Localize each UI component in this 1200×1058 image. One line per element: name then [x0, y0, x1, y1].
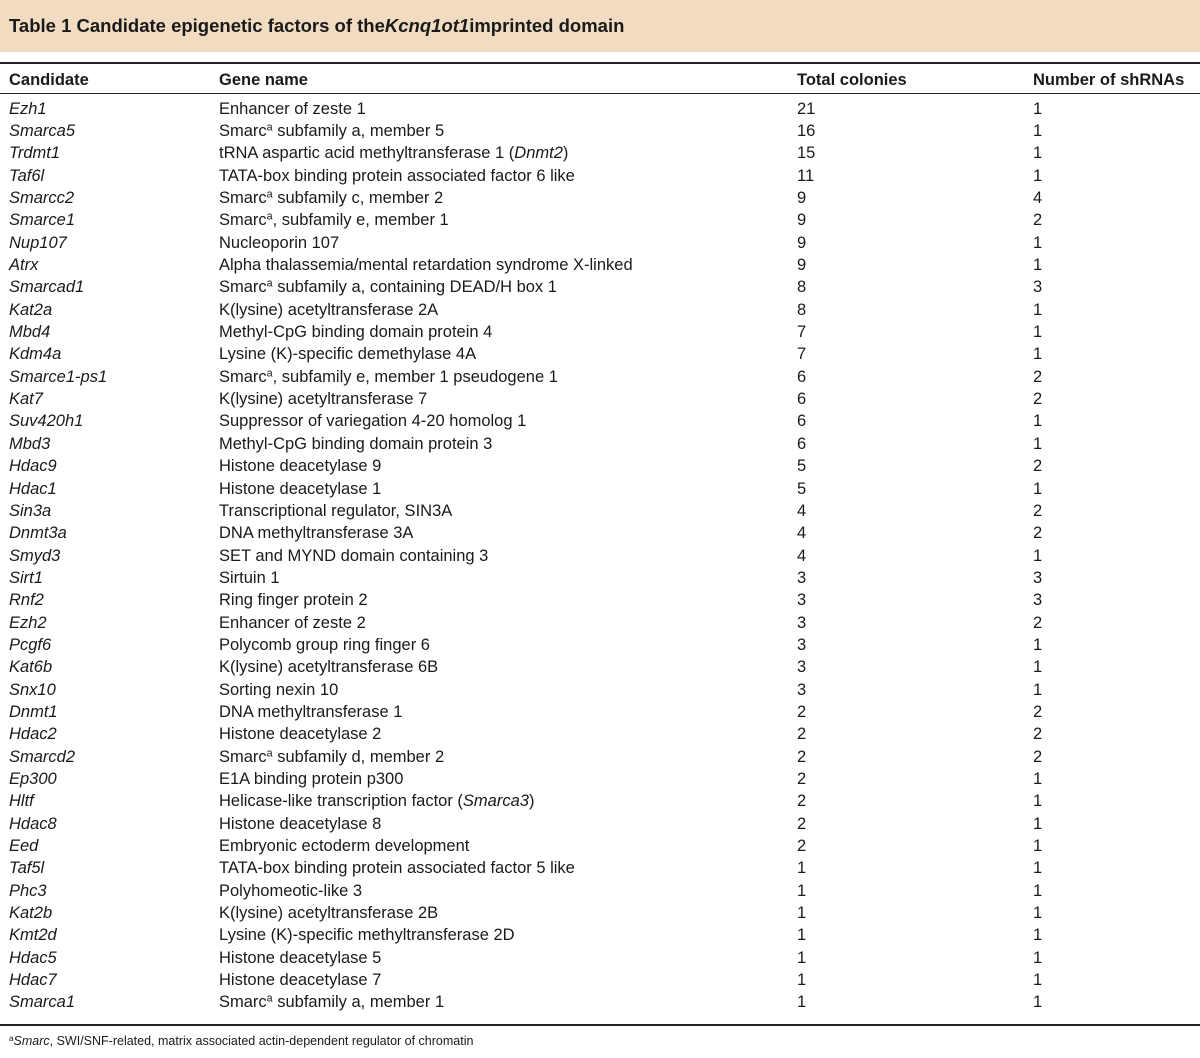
candidate-cell: Smarca5 [9, 122, 76, 141]
total-colonies-cell: 5 [797, 457, 807, 476]
total-colonies-cell: 16 [797, 122, 816, 141]
total-colonies-cell: 5 [797, 479, 807, 498]
total-colonies-cell: 21 [797, 99, 816, 118]
gene-name-part: a [266, 211, 273, 224]
footnote-marker: a [9, 1033, 14, 1043]
candidate-cell: Taf6l [9, 166, 45, 185]
candidate-cell: Trdmt1 [9, 144, 61, 163]
table-row [0, 791, 1200, 813]
table-caption [0, 0, 1200, 52]
candidate-cell: Ezh1 [9, 99, 47, 118]
candidate-cell: Kmt2d [9, 926, 57, 945]
table-row [0, 925, 1200, 947]
table-row [0, 94, 1200, 120]
total-colonies-cell: 6 [797, 367, 807, 386]
table-row [0, 366, 1200, 388]
candidate-cell: Sin3a [9, 501, 52, 520]
footnote [9, 1034, 473, 1048]
gene-name-part: Smarc [219, 122, 267, 141]
table-body [0, 94, 1200, 1014]
candidate-cell: Smarca1 [9, 993, 76, 1012]
gene-name-cell: K(lysine) acetyltransferase 2A [219, 300, 439, 319]
candidate-cell: Ezh2 [9, 613, 47, 632]
table-row [0, 143, 1200, 165]
number-of-shrnas-cell: 1 [1033, 971, 1043, 990]
candidate-cell: Kat2a [9, 300, 53, 319]
total-colonies-cell: 2 [797, 725, 807, 744]
number-of-shrnas-cell: 2 [1033, 524, 1043, 543]
gene-name-cell: Methyl-CpG binding domain protein 3 [219, 434, 493, 453]
gene-name-cell: Enhancer of zeste 1 [219, 99, 366, 118]
gene-name-cell [219, 277, 797, 299]
bottom-rule [0, 1024, 1200, 1026]
gene-name-cell: Enhancer of zeste 2 [219, 613, 366, 632]
gene-name-cell: Polyhomeotic-like 3 [219, 881, 363, 900]
gene-name-cell: DNA methyltransferase 1 [219, 702, 403, 721]
gene-name-cell: Histone deacetylase 5 [219, 948, 382, 967]
number-of-shrnas-cell: 1 [1033, 166, 1043, 185]
candidate-cell: Eed [9, 837, 39, 856]
gene-name-part: Smarc [219, 211, 267, 230]
total-colonies-cell: 8 [797, 278, 807, 297]
total-colonies-cell: 1 [797, 859, 807, 878]
table-row [0, 612, 1200, 634]
number-of-shrnas-cell: 2 [1033, 390, 1043, 409]
table-row [0, 523, 1200, 545]
total-colonies-cell: 11 [797, 166, 815, 185]
total-colonies-cell: 1 [797, 948, 807, 967]
gene-name-part: , subfamily e, member 1 pseudogene 1 [272, 367, 558, 386]
table-row [0, 545, 1200, 567]
table-row [0, 187, 1200, 209]
gene-name-cell [219, 120, 797, 142]
gene-name-part: Smarc [219, 367, 267, 386]
table-row [0, 969, 1200, 991]
header-total-colonies: Total colonies [797, 70, 907, 89]
total-colonies-cell: 1 [797, 926, 807, 945]
candidate-cell: Kat7 [9, 390, 43, 409]
caption-gene: Kcnq1ot1 [384, 15, 470, 36]
number-of-shrnas-cell: 1 [1033, 635, 1043, 654]
gene-name-cell: TATA-box binding protein associated factor 6 like [219, 166, 575, 185]
total-colonies-cell: 7 [797, 345, 807, 364]
candidate-cell: Hdac9 [9, 457, 57, 476]
table-row [0, 277, 1200, 299]
candidate-cell: Dnmt1 [9, 702, 58, 721]
candidate-cell: Nup107 [9, 233, 67, 252]
table-row [0, 813, 1200, 835]
gene-name-part: subfamily a, member 5 [272, 122, 445, 141]
gene-name-part: a [266, 278, 273, 291]
candidate-cell: Smarcd2 [9, 747, 76, 766]
total-colonies-cell: 3 [797, 635, 807, 654]
table-row [0, 210, 1200, 232]
number-of-shrnas-cell: 1 [1033, 144, 1043, 163]
gene-name-cell: Sirtuin 1 [219, 568, 280, 587]
total-colonies-cell: 6 [797, 434, 807, 453]
gene-name-cell: Embryonic ectoderm development [219, 837, 470, 856]
number-of-shrnas-cell: 1 [1033, 904, 1043, 923]
total-colonies-cell: 3 [797, 591, 807, 610]
number-of-shrnas-cell: 3 [1033, 278, 1043, 297]
number-of-shrnas-cell: 1 [1033, 926, 1043, 945]
candidate-cell: Hdac7 [9, 971, 57, 990]
gene-name-part: ) [528, 792, 535, 811]
candidate-cell: Smarce1 [9, 211, 76, 230]
number-of-shrnas-cell: 2 [1033, 725, 1043, 744]
number-of-shrnas-cell: 1 [1033, 769, 1043, 788]
gene-name-part: subfamily a, containing DEAD/H box 1 [272, 278, 557, 297]
gene-name-cell [219, 187, 797, 209]
gene-name-part: subfamily d, member 2 [272, 747, 445, 766]
table-row [0, 724, 1200, 746]
total-colonies-cell: 1 [797, 993, 807, 1012]
caption-suffix: imprinted domain [469, 15, 625, 36]
total-colonies-cell: 6 [797, 412, 807, 431]
table-row [0, 657, 1200, 679]
table-row [0, 254, 1200, 276]
table-row [0, 947, 1200, 969]
table-row [0, 232, 1200, 254]
gene-name-cell: Transcriptional regulator, SIN3A [219, 501, 453, 520]
total-colonies-cell: 4 [797, 546, 807, 565]
gene-name-part: Smarc [219, 993, 267, 1012]
gene-name-part: Smarca3 [462, 792, 529, 811]
gene-name-cell: Suppressor of variegation 4-20 homolog 1 [219, 412, 527, 431]
gene-name-part: a [266, 188, 273, 201]
table-row [0, 500, 1200, 522]
gene-name-cell [219, 210, 797, 232]
total-colonies-cell: 3 [797, 613, 807, 632]
candidate-cell: Kdm4a [9, 345, 62, 364]
table-row [0, 701, 1200, 723]
number-of-shrnas-cell: 2 [1033, 211, 1043, 230]
gene-name-cell: Lysine (K)-specific methyltransferase 2D [219, 926, 515, 945]
total-colonies-cell: 3 [797, 568, 807, 587]
number-of-shrnas-cell: 1 [1033, 434, 1043, 453]
candidate-cell: Sirt1 [9, 568, 43, 587]
number-of-shrnas-cell: 1 [1033, 680, 1043, 699]
header-gene-name: Gene name [219, 70, 308, 89]
gene-name-part: Smarc [219, 278, 267, 297]
candidate-cell: Hdac2 [9, 725, 57, 744]
candidate-cell: Mbd3 [9, 434, 51, 453]
candidate-cell: Hdac8 [9, 814, 57, 833]
number-of-shrnas-cell: 1 [1033, 233, 1043, 252]
gene-name-cell: Histone deacetylase 8 [219, 814, 382, 833]
candidate-cell: Hdac5 [9, 948, 57, 967]
table-row [0, 835, 1200, 857]
gene-name-cell [219, 143, 797, 165]
number-of-shrnas-cell: 1 [1033, 814, 1043, 833]
table-row [0, 299, 1200, 321]
total-colonies-cell: 8 [797, 300, 807, 319]
number-of-shrnas-cell: 1 [1033, 412, 1043, 431]
table-row [0, 165, 1200, 187]
total-colonies-cell: 7 [797, 323, 807, 342]
number-of-shrnas-cell: 3 [1033, 568, 1043, 587]
total-colonies-cell: 4 [797, 501, 807, 520]
total-colonies-cell: 3 [797, 680, 807, 699]
table-row [0, 768, 1200, 790]
gene-name-part: subfamily a, member 1 [272, 993, 445, 1012]
number-of-shrnas-cell: 1 [1033, 99, 1043, 118]
gene-name-part: tRNA aspartic acid methyltransferase 1 ( [219, 144, 515, 163]
candidate-cell: Hdac1 [9, 479, 57, 498]
header-candidate: Candidate [9, 70, 89, 89]
gene-name-cell: Histone deacetylase 2 [219, 725, 382, 744]
table-row [0, 679, 1200, 701]
candidate-cell: Mbd4 [9, 323, 51, 342]
gene-name-part: Helicase-like transcription factor ( [219, 792, 463, 811]
number-of-shrnas-cell: 2 [1033, 747, 1043, 766]
number-of-shrnas-cell: 1 [1033, 256, 1043, 275]
number-of-shrnas-cell: 1 [1033, 345, 1043, 364]
number-of-shrnas-cell: 1 [1033, 300, 1043, 319]
gene-name-cell [219, 992, 797, 1014]
table-row [0, 411, 1200, 433]
number-of-shrnas-cell: 1 [1033, 546, 1043, 565]
gene-name-cell [219, 791, 797, 813]
number-of-shrnas-cell: 1 [1033, 323, 1043, 342]
caption-prefix: Table 1 Candidate epigenetic factors of the [9, 15, 385, 36]
candidate-cell: Smarcad1 [9, 278, 85, 297]
table-row [0, 902, 1200, 924]
total-colonies-cell: 1 [797, 971, 807, 990]
gene-name-part: a [266, 993, 273, 1006]
total-colonies-cell: 1 [797, 904, 807, 923]
gene-name-cell [219, 366, 797, 388]
total-colonies-cell: 2 [797, 747, 807, 766]
gene-name-cell: Lysine (K)-specific demethylase 4A [219, 345, 477, 364]
candidate-cell: Smarce1-ps1 [9, 367, 108, 386]
gene-name-cell: K(lysine) acetyltransferase 6B [219, 658, 439, 677]
number-of-shrnas-cell: 2 [1033, 457, 1043, 476]
table-row [0, 321, 1200, 343]
number-of-shrnas-cell: 1 [1033, 859, 1043, 878]
total-colonies-cell: 15 [797, 144, 816, 163]
total-colonies-cell: 6 [797, 390, 807, 409]
gene-name-cell: K(lysine) acetyltransferase 2B [219, 904, 439, 923]
number-of-shrnas-cell: 1 [1033, 837, 1043, 856]
table-row [0, 120, 1200, 142]
gene-name-cell: Sorting nexin 10 [219, 680, 339, 699]
gene-name-cell: SET and MYND domain containing 3 [219, 546, 489, 565]
candidate-table [0, 64, 1200, 1014]
gene-name-cell: Histone deacetylase 9 [219, 457, 382, 476]
number-of-shrnas-cell: 4 [1033, 189, 1043, 208]
gene-name-part: Smarc [219, 747, 267, 766]
total-colonies-cell: 2 [797, 769, 807, 788]
table-row [0, 567, 1200, 589]
total-colonies-cell: 3 [797, 658, 807, 677]
number-of-shrnas-cell: 2 [1033, 367, 1043, 386]
gene-name-cell: DNA methyltransferase 3A [219, 524, 414, 543]
gene-name-cell: Histone deacetylase 7 [219, 971, 382, 990]
gene-name-cell [219, 746, 797, 768]
candidate-cell: Smyd3 [9, 546, 61, 565]
number-of-shrnas-cell: 2 [1033, 613, 1043, 632]
number-of-shrnas-cell: 1 [1033, 993, 1043, 1012]
total-colonies-cell: 1 [797, 881, 807, 900]
candidate-cell: Rnf2 [9, 591, 44, 610]
gene-name-cell: Methyl-CpG binding domain protein 4 [219, 323, 493, 342]
gene-name-part: Dnmt2 [514, 144, 563, 163]
candidate-cell: Taf5l [9, 859, 45, 878]
header-number-of-shrnas: Number of shRNAs [1033, 70, 1185, 89]
number-of-shrnas-cell: 2 [1033, 501, 1043, 520]
candidate-cell: Pcgf6 [9, 635, 52, 654]
total-colonies-cell: 2 [797, 814, 807, 833]
number-of-shrnas-cell: 1 [1033, 792, 1043, 811]
total-colonies-cell: 9 [797, 233, 807, 252]
candidate-cell: Kat2b [9, 904, 53, 923]
number-of-shrnas-cell: 2 [1033, 702, 1043, 721]
gene-name-part: Smarc [219, 189, 267, 208]
gene-name-part: a [266, 121, 273, 134]
gene-name-part: a [266, 747, 273, 760]
number-of-shrnas-cell: 3 [1033, 591, 1043, 610]
number-of-shrnas-cell: 1 [1033, 948, 1043, 967]
footnote-text: , SWI/SNF-related, matrix associated actin-dependent regulator of chromatin [49, 1034, 474, 1048]
table-row [0, 858, 1200, 880]
candidate-cell: Smarcc2 [9, 189, 75, 208]
total-colonies-cell: 9 [797, 211, 807, 230]
table-row [0, 590, 1200, 612]
total-colonies-cell: 9 [797, 256, 807, 275]
total-colonies-cell: 2 [797, 837, 807, 856]
total-colonies-cell: 2 [797, 702, 807, 721]
table-row [0, 746, 1200, 768]
table-row [0, 880, 1200, 902]
table-row [0, 992, 1200, 1014]
gene-name-part: a [266, 367, 273, 380]
candidate-cell: Hltf [9, 792, 34, 811]
gene-name-cell: Ring finger protein 2 [219, 591, 368, 610]
table-row [0, 388, 1200, 410]
total-colonies-cell: 2 [797, 792, 807, 811]
gene-name-cell: K(lysine) acetyltransferase 7 [219, 390, 428, 409]
gene-name-cell: Alpha thalassemia/mental retardation syndrome X-linked [219, 256, 633, 275]
table-row [0, 456, 1200, 478]
candidate-cell: Atrx [9, 256, 39, 275]
gene-name-cell: Histone deacetylase 1 [219, 479, 382, 498]
candidate-cell: Ep300 [9, 769, 57, 788]
gene-name-cell: Nucleoporin 107 [219, 233, 340, 252]
gene-name-cell: TATA-box binding protein associated factor 5 like [219, 859, 575, 878]
number-of-shrnas-cell: 1 [1033, 479, 1043, 498]
number-of-shrnas-cell: 1 [1033, 658, 1043, 677]
footnote-term: Smarc [13, 1034, 50, 1048]
total-colonies-cell: 9 [797, 189, 807, 208]
total-colonies-cell: 4 [797, 524, 807, 543]
gene-name-part: subfamily c, member 2 [272, 189, 444, 208]
gene-name-cell: E1A binding protein p300 [219, 769, 404, 788]
candidate-cell: Dnmt3a [9, 524, 67, 543]
gene-name-part: ) [562, 144, 569, 163]
table-row [0, 433, 1200, 455]
header-row [0, 64, 1200, 94]
candidate-cell: Phc3 [9, 881, 47, 900]
table-row [0, 344, 1200, 366]
candidate-cell: Suv420h1 [9, 412, 84, 431]
candidate-cell: Kat6b [9, 658, 53, 677]
candidate-cell: Snx10 [9, 680, 56, 699]
number-of-shrnas-cell: 1 [1033, 881, 1043, 900]
number-of-shrnas-cell: 1 [1033, 122, 1043, 141]
table-row [0, 478, 1200, 500]
table-row [0, 634, 1200, 656]
gene-name-cell: Polycomb group ring finger 6 [219, 635, 430, 654]
gene-name-part: , subfamily e, member 1 [272, 211, 449, 230]
